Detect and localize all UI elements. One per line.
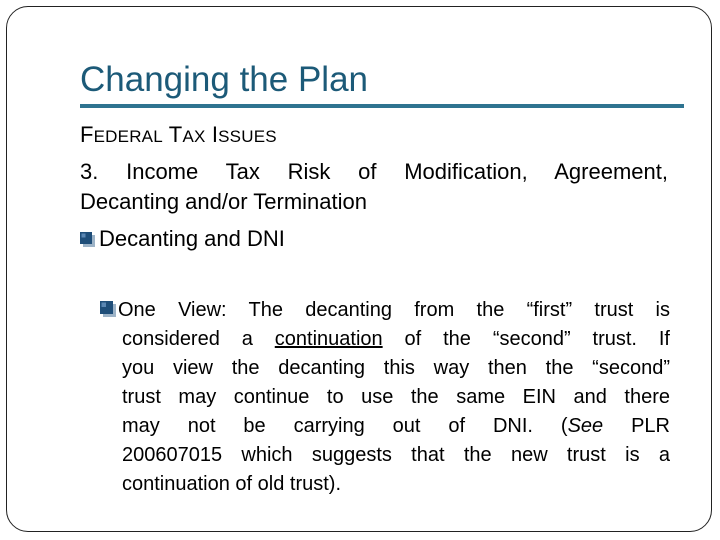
heading-smallcaps: SSUES	[218, 127, 277, 146]
sub-bullet-text: considered a	[122, 328, 275, 350]
slide-title: Changing the Plan	[80, 60, 368, 99]
numbered-item-line: Decanting and/or Termination	[80, 189, 367, 214]
numbered-item	[80, 157, 668, 217]
heading-letter: F	[80, 122, 94, 147]
q-bullet-icon	[100, 301, 116, 317]
sub-bullet-line	[100, 296, 670, 325]
heading-smallcaps: EDERAL	[93, 127, 163, 146]
italic-term: See	[567, 415, 604, 437]
heading-smallcaps: AX	[182, 127, 206, 146]
heading-letter: I	[211, 122, 219, 147]
q-bullet-icon	[80, 232, 95, 247]
sub-bullet-line: trust may continue to use the same EIN and there	[122, 386, 670, 408]
bullet-item	[80, 226, 285, 252]
sub-bullet-line: you view the decanting this way then the “second”	[122, 357, 670, 379]
sub-bullet-line	[100, 412, 670, 441]
heading-letter: T	[168, 122, 183, 147]
sub-bullet-line	[100, 325, 670, 354]
sub-bullet-text: may not be carrying out of DNI. (	[122, 415, 568, 437]
title-underline-rule	[80, 104, 684, 108]
numbered-item-line: 3. Income Tax Risk of Modification, Agreement,	[80, 159, 668, 184]
sub-bullet-text: of the “second” trust. If	[382, 328, 670, 350]
bullet-text: Decanting and DNI	[99, 226, 285, 251]
sub-bullet-item	[100, 296, 670, 499]
underlined-term: continuation	[274, 328, 383, 350]
sub-bullet-text: One View: The decanting from the “first” trust is	[118, 299, 670, 321]
sub-bullet-line: 200607015 which suggests that the new trust is a	[122, 444, 670, 466]
sub-bullet-line: continuation of old trust).	[122, 473, 342, 495]
section-heading	[80, 122, 277, 148]
sub-bullet-text: PLR	[603, 415, 670, 437]
